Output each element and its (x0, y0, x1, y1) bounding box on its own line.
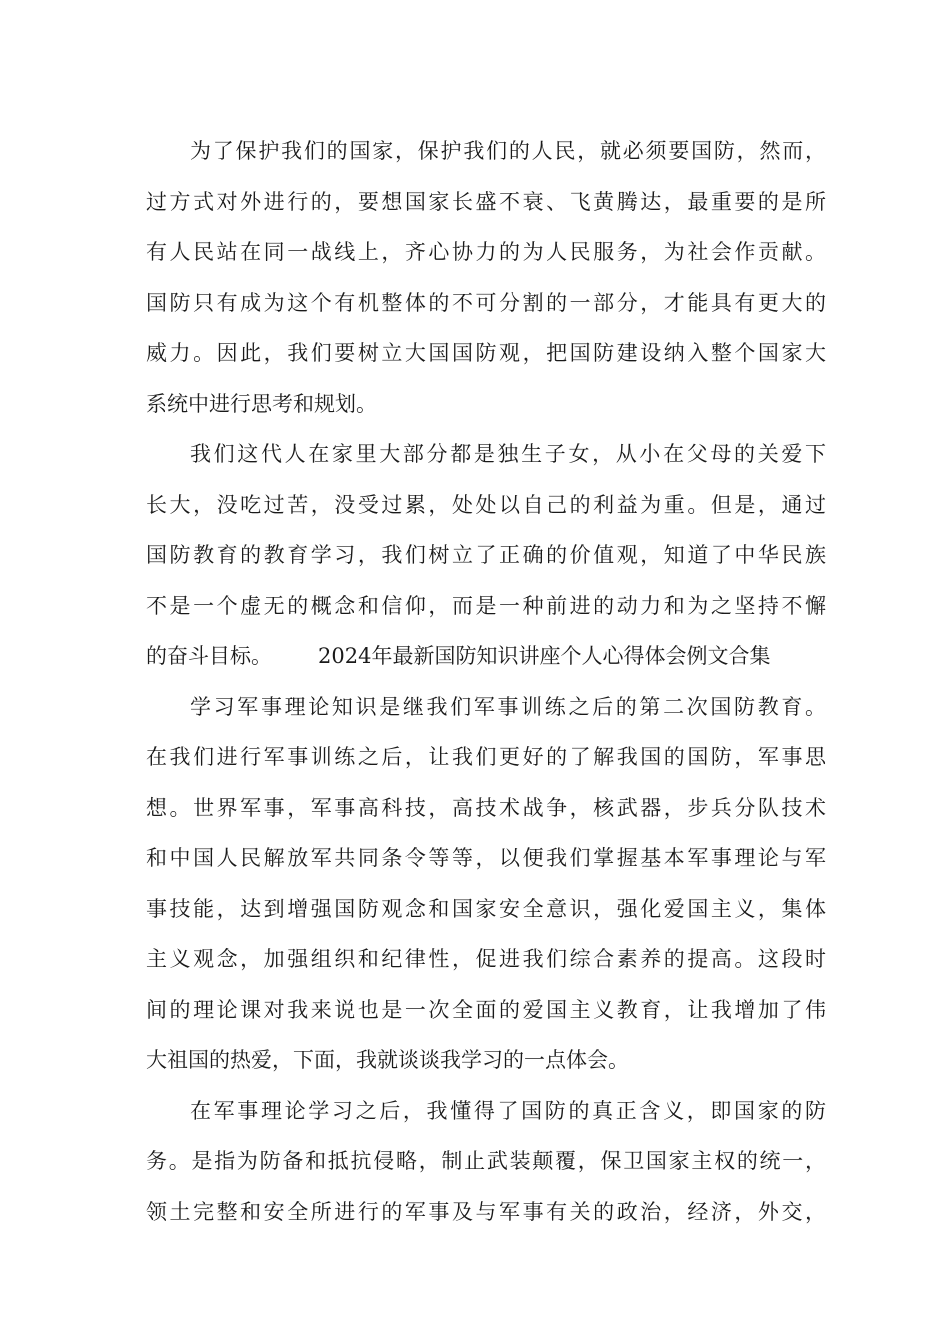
paragraph-3-line-8: 大祖国的热爱，下面，我就谈谈我学习的一点体会。 (146, 1048, 629, 1072)
paragraph-2-line-2: 长大，没吃过苦，没受过累，处处以自己的利益为重。但是，通过 (146, 492, 826, 517)
paragraph-3-line-6: 主义观念，加强组织和纪律性，促进我们综合素养的提高。这段时 (146, 947, 826, 971)
paragraph-4-line-2: 务。是指为防备和抵抗侵略，制止武装颠覆，保卫国家主权的统一， (146, 1149, 826, 1173)
inline-document-title: 2024年最新国防知识讲座个人心得体会例文合集 (318, 644, 771, 668)
paragraph-2-line-3: 国防教育的教育学习，我们树立了正确的价值观，知道了中华民族 (146, 543, 826, 567)
paragraph-2-line-1: 我们这代人在家里大部分都是独生子女，从小在父母的关爱下 (190, 442, 826, 466)
paragraph-4-line-3: 领土完整和安全所进行的军事及与军事有关的政治，经济，外交， (146, 1199, 826, 1224)
paragraph-1-line-6: 系统中进行思考和规划。 (146, 391, 377, 416)
paragraph-1-line-1: 为了保护我们的国家，保护我们的人民，就必须要国防，然而， (190, 139, 826, 163)
paragraph-2-line-5 (146, 631, 826, 682)
paragraph-4-line-1: 在军事理论学习之后，我懂得了国防的真正含义，即国家的防 (190, 1098, 826, 1123)
paragraph-1-line-2: 过方式对外进行的，要想国家长盛不衰、飞黄腾达，最重要的是所 (146, 189, 826, 214)
document-body (146, 126, 826, 1237)
paragraph-3-line-3: 想。世界军事，军事高科技，高技术战争，核武器，步兵分队技术 (146, 795, 826, 820)
paragraph-1-line-3: 有人民站在同一战线上，齐心协力的为人民服务，为社会作贡献。 (146, 240, 826, 264)
paragraph-1-line-5: 威力。因此，我们要树立大国国防观，把国防建设纳入整个国家大 (146, 341, 826, 365)
paragraph-2-line-5-text: 的奋斗目标。 (146, 644, 272, 668)
paragraph-3-line-1: 学习军事理论知识是继我们军事训练之后的第二次国防教育。 (190, 694, 826, 719)
paragraph-3-line-2: 在我们进行军事训练之后，让我们更好的了解我国的国防，军事思 (146, 745, 826, 769)
paragraph-2-line-4: 不是一个虚无的概念和信仰，而是一种前进的动力和为之坚持不懈 (146, 593, 826, 618)
paragraph-3-line-4: 和中国人民解放军共同条令等等，以便我们掌握基本军事理论与军 (146, 846, 826, 870)
paragraph-3-line-7: 间的理论课对我来说也是一次全面的爱国主义教育，让我增加了伟 (146, 997, 826, 1022)
paragraph-1-line-4: 国防只有成为这个有机整体的不可分割的一部分，才能具有更大的 (146, 290, 826, 315)
paragraph-3-line-5: 事技能，达到增强国防观念和国家安全意识，强化爱国主义，集体 (146, 896, 826, 921)
